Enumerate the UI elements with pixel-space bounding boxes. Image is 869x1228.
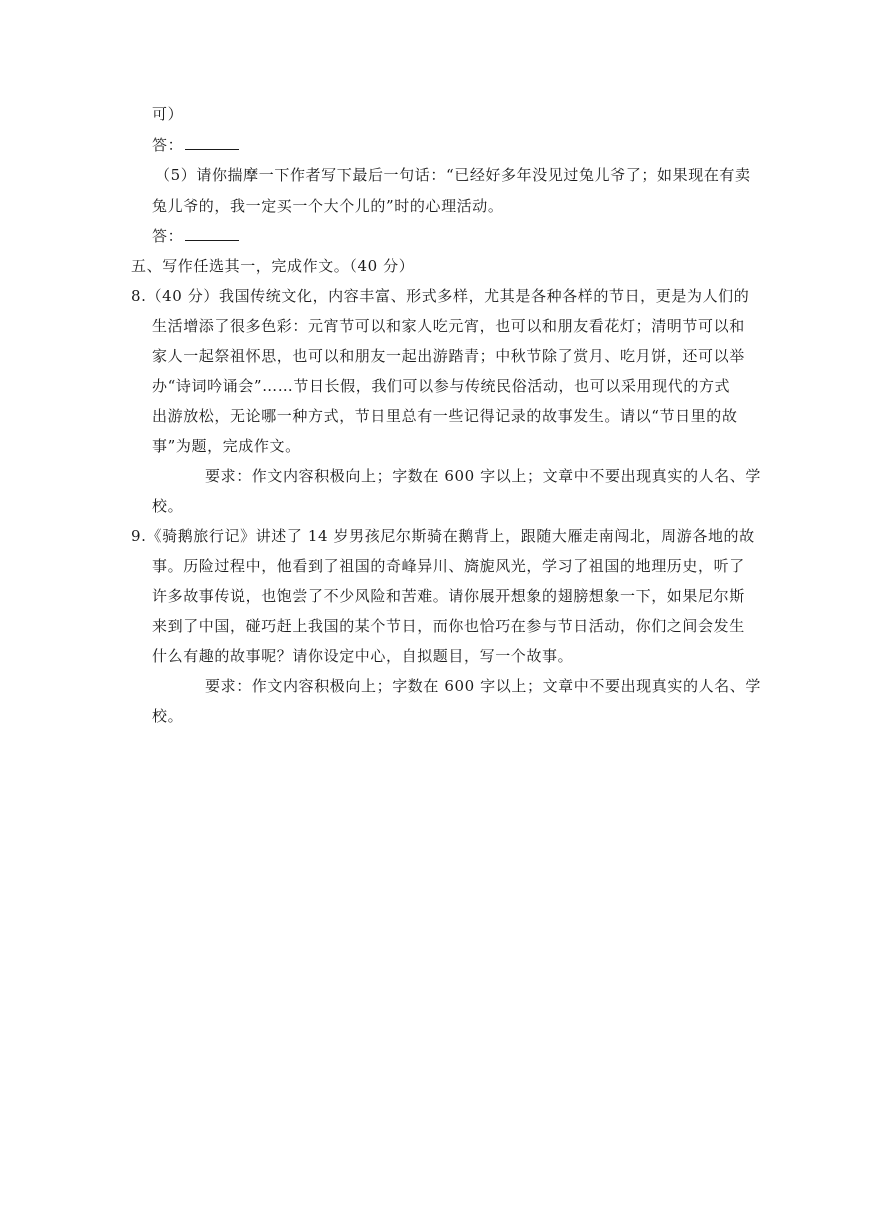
question-8-line-5: 出游放松，无论哪一种方式，节日里总有一些记得记录的故事发生。请以“节日里的故 bbox=[152, 407, 738, 425]
question-9-line-4: 来到了中国，碰巧赶上我国的某个节日，而你也恰巧在参与节日活动，你们之间会发生 bbox=[152, 617, 745, 635]
question-8-requirement-cont: 校。 bbox=[152, 497, 184, 515]
question-9-line-3: 许多故事传说，也饱尝了不少风险和苦难。请你展开想象的翅膀想象一下，如果尼尔斯 bbox=[152, 587, 745, 605]
answer-blank[interactable] bbox=[185, 137, 239, 150]
answer-blank[interactable] bbox=[185, 228, 239, 241]
question-5-line-1: （5）请你揣摩一下作者写下最后一句话：“已经好多年没见过兔儿爷了；如果现在有卖 bbox=[155, 166, 751, 184]
question-8-line-2: 生活增添了很多色彩：元宵节可以和家人吃元宵，也可以和朋友看花灯；清明节可以和 bbox=[152, 317, 745, 335]
question-9-requirement-cont: 校。 bbox=[152, 707, 184, 725]
question-9-line-2: 事。历险过程中，他看到了祖国的奇峰异川、旖旎风光，学习了祖国的地理历史，听了 bbox=[152, 557, 745, 575]
question-4-tail: 可） bbox=[152, 105, 184, 123]
question-8-line-4: 办“诗词吟诵会”……节日长假，我们可以参与传统民俗活动，也可以采用现代的方式 bbox=[152, 377, 731, 395]
question-8-line-1: 8.（40 分）我国传统文化，内容丰富、形式多样，尤其是各种各样的节日，更是为人们的 bbox=[131, 287, 750, 305]
answer-label: 答： bbox=[152, 227, 184, 245]
answer-line-q4 bbox=[152, 135, 239, 155]
question-8-line-6: 事”为题，完成作文。 bbox=[152, 437, 301, 455]
question-8-requirement: 要求：作文内容积极向上；字数在 600 字以上；文章中不要出现真实的人名、学 bbox=[205, 467, 761, 485]
answer-label: 答： bbox=[152, 136, 184, 154]
question-9-line-1: 9.《骑鹅旅行记》讲述了 14 岁男孩尼尔斯骑在鹅背上，跟随大雁走南闯北，周游各地的故 bbox=[131, 527, 755, 545]
question-9-requirement: 要求：作文内容积极向上；字数在 600 字以上；文章中不要出现真实的人名、学 bbox=[205, 677, 761, 695]
question-5-line-2: 兔儿爷的，我一定买一个大个儿的”时的心理活动。 bbox=[152, 197, 504, 215]
question-9-line-5: 什么有趣的故事呢？请你设定中心，自拟题目，写一个故事。 bbox=[152, 647, 574, 665]
answer-line-q5 bbox=[152, 226, 239, 246]
section-5-heading: 五、写作任选其一，完成作文。（40 分） bbox=[131, 257, 415, 275]
question-8-line-3: 家人一起祭祖怀思，也可以和朋友一起出游踏青；中秋节除了赏月、吃月饼，还可以举 bbox=[152, 347, 745, 365]
